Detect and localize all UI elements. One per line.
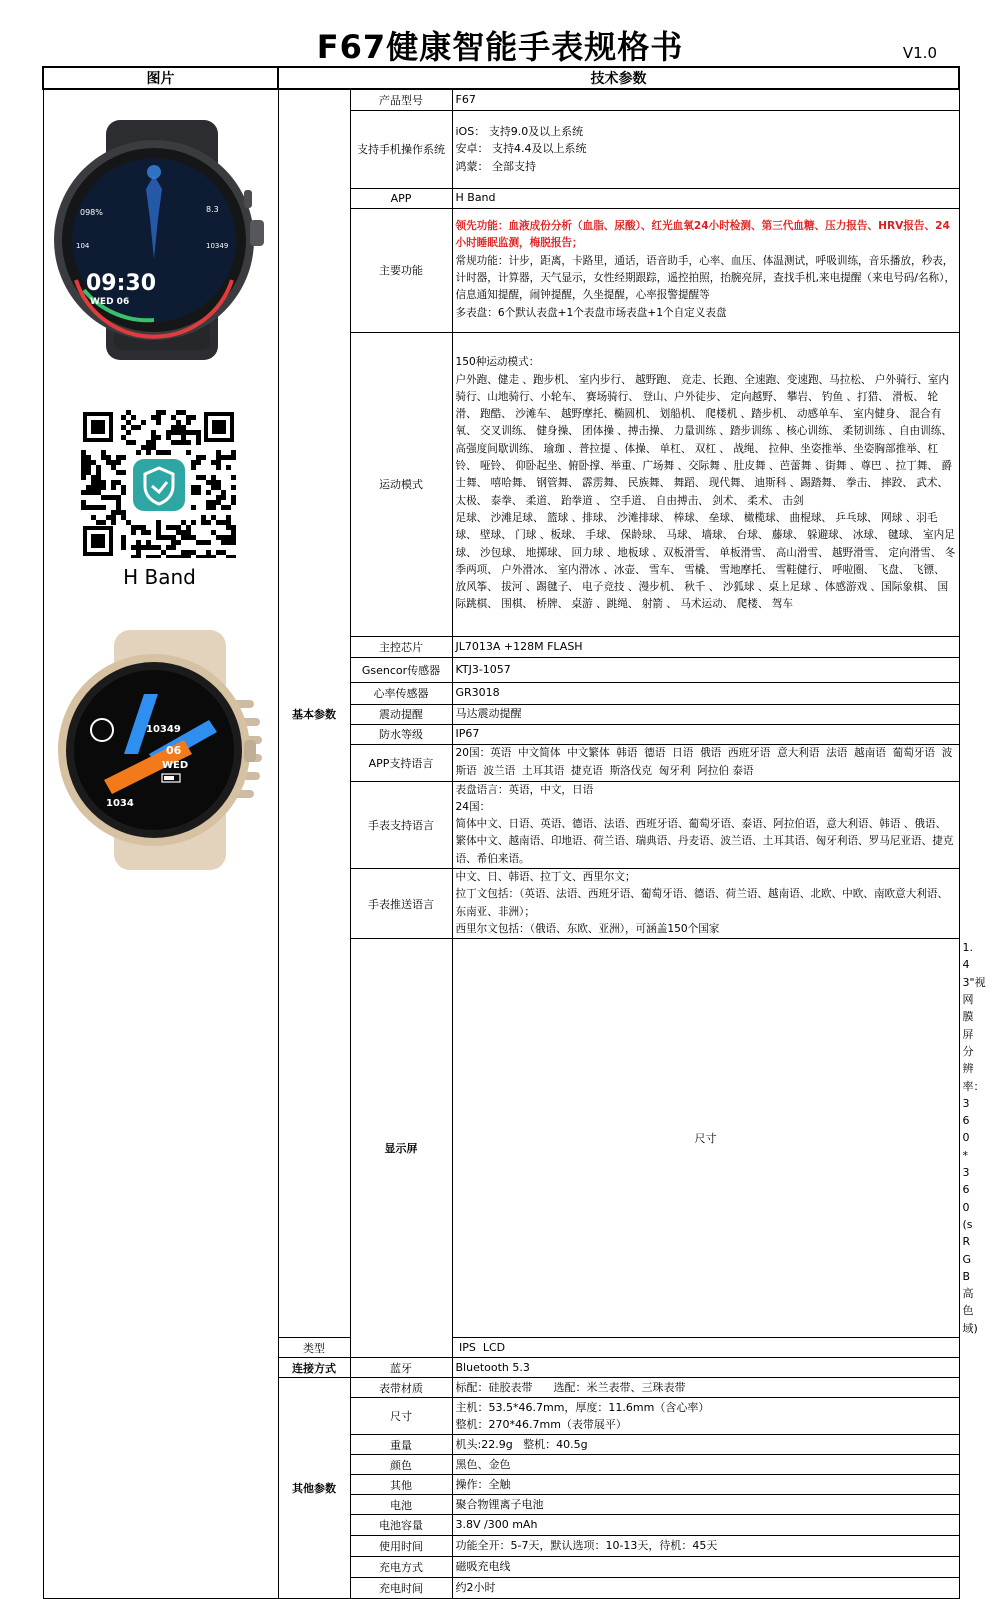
spec-label: Gsencor传感器 [350,657,452,682]
spec-value: 聚合物锂离子电池 [452,1495,959,1515]
watch1-heart: 104 [75,242,89,250]
spec-label: 蓝牙 [350,1358,452,1378]
watch1-steps: 10349 [205,242,228,250]
spec-value: 马达震动提醒 [452,704,959,724]
spec-value: GR3018 [452,682,959,704]
spec-value-functions [452,208,959,332]
spec-label: 产品型号 [350,89,452,110]
qr-app-name: H Band [123,565,196,589]
spec-label: 手表推送语言 [350,868,452,938]
spec-value: Bluetooth 5.3 [452,1358,959,1378]
document-title: F67健康智能手表规格书 [316,28,684,66]
watch1-time: 09:30 [85,271,156,296]
spec-label: 充电时间 [350,1578,452,1599]
watch2-steps: 10349 [145,724,181,735]
spec-label: 防水等级 [350,724,452,744]
spec-label: 主要功能 [350,208,452,332]
spec-label: 表带材质 [350,1378,452,1398]
spec-label: 使用时间 [350,1536,452,1557]
spec-value: 表盘语言：英语，中文，日语 24国： 简体中文、日语、英语、德语、法语、西班牙语、葡萄牙语、泰语、阿拉伯语，意大利语、韩语 、俄语、繁体中文、越南语、印地语、荷兰语、瑞典语、丹麦语、波兰语、土耳其语、匈牙利语、罗马尼亚语、捷克语、希伯来语。 [452,781,959,868]
spec-label: 颜色 [350,1455,452,1475]
spec-value: 中文、日、韩语、拉丁文、西里尔文； 拉丁文包括：（英语、法语、西班牙语、葡萄牙语、德语、荷兰语、越南语、北欧、中欧、南欧意大利语、东南亚、非洲）； 西里尔文包括：（俄语、东欧、亚洲），可涵盖150个国家 [452,868,959,938]
spec-label: 手表支持语言 [350,781,452,868]
watch2-kcal: 1034 [105,798,134,809]
spec-label: 支持手机操作系统 [350,110,452,188]
picture-header: 图片 [43,67,278,89]
tech-header: 技术参数 [278,67,959,89]
spec-label: 尺寸 [452,939,959,1338]
regular-features-text: 常规功能：计步，距离，卡路里，通话，语音助手，心率、血压、体温测试，呼吸训练，音乐播放，秒表，计时器，计算器，天气显示，女性经期跟踪，遥控拍照，抬腕亮屏，查找手机,来电提醒（来电号码/名称），信息通知提醒，闹钟提醒，久坐提醒，心率报警提醒等 多表盘：6个默认表盘+1个表盘市场表盘+1个自定义表盘 [455,254,956,319]
spec-label: 电池 [350,1495,452,1515]
spec-value: 3.8V /300 mAh [452,1515,959,1536]
spec-value: 磁吸充电线 [452,1557,959,1578]
spec-label: 重量 [350,1435,452,1455]
spec-value: 操作：全触 [452,1475,959,1495]
watch2-day: WED [161,760,188,771]
spec-value: 标配：硅胶表带 选配：米兰表带、三珠表带 [452,1378,959,1398]
spec-label: 其他 [350,1475,452,1495]
spec-value: 机头:22.9g 整机：40.5g [452,1435,959,1455]
spec-label: 震动提醒 [350,704,452,724]
spec-value: 黑色、金色 [452,1455,959,1475]
spec-label: APP支持语言 [350,744,452,781]
group-display: 显示屏 [350,939,452,1358]
leading-features-text: 领先功能：血液成份分析（血脂、尿酸）、红光血氧24小时检测、第三代血糖、压力报告、HRV报告、24小时睡眠监测，梅脱报告； [455,220,950,250]
spec-row-screen-size: 显示屏 尺寸 1.43"视网膜屏 分辨率：360*360(sRGB高色域) [43,939,959,1338]
spec-value: KTJ3-1057 [452,657,959,682]
watch1-temp: 8.3 [205,205,219,214]
spec-label: 主控芯片 [350,636,452,657]
group-connection: 连接方式 [278,1358,350,1378]
spec-label: 心率传感器 [350,682,452,704]
spec-label: 尺寸 [350,1398,452,1435]
spec-value: iOS： 支持9.0及以上系统 安卓： 支持4.4及以上系统 鸿蒙： 全部支持 [452,110,959,188]
spec-value: 约2小时 [452,1578,959,1599]
watch1-battery: 098% [79,208,103,217]
group-basic-params: 基本参数 [278,89,350,1338]
spec-value: IPS LCD [452,1338,959,1358]
spec-table [42,66,988,1599]
pictures-column [43,89,278,1599]
spec-value: 主机：53.5*46.7mm，厚度：11.6mm（含心率） 整机：270*46.7mm（表带展平） [452,1398,959,1435]
spec-row-model [43,89,959,110]
spec-label: 类型 [278,1338,350,1358]
app-qr-code[interactable] [81,410,236,558]
gold-smartwatch-image [54,630,272,870]
watch1-day: WED 06 [89,297,129,307]
spec-value: 20国：英语 中文简体 中文繁体 韩语 德语 日语 俄语 西班牙语 意大利语 法语 越南语 葡萄牙语 波斯语 波兰语 土耳其语 捷克语 斯洛伐克 匈牙利 阿拉伯 泰语 [452,744,959,781]
spec-value: IP67 [452,724,959,744]
spec-value: 150种运动模式： 户外跑、健走 、跑步机、 室内步行、 越野跑、 竞走、长跑、全速跑、变速跑、马拉松、 户外骑行、室内骑行、山地骑行、小轮车、 赛场骑行、 登山、户外徒步、 定向越野、 攀岩、 钓鱼 、打猎、 滑板、 轮滑、 跑酷、 沙滩车、 越野摩托、椭圆机、 划船机、 爬楼机 、踏步机、 动感单车、 室内健身、 混合有氧、 交叉训练、 健身操、 团体操 、搏击操、 力量训练 、踏步训练 、核心训练、 柔韧训练 、自由训练、 高强度间歇训练、 瑜珈 、普拉提 、体操、 单杠、 双杠 、 战绳、 拉伸、坐姿推举、坐姿胸部推举、杠铃、 哑铃、 仰卧起坐、俯卧撑、举重、广场舞 、交际舞 、肚皮舞 、芭蕾舞 、街舞 、尊巴 、拉丁舞、 爵士舞、 嘻哈舞、 钢管舞、 霹雳舞、 民族舞、 舞蹈、 现代舞、 迪斯科 、踢踏舞、 拳击、 摔跤、 武术、 太极、 泰拳、 柔道、 跆拳道 、 空手道、 自由搏击、 剑术、 柔术、 击剑 足球、 沙滩足球、 篮球 、排球、 沙滩排球、 棒球、 垒球、 橄榄球、 曲棍球、 乒乓球、 网球 、羽毛球、 壁球、 门球 、板球、 手球、 保龄球、 马球、 墙球、 台球、 藤球、 躲避球、 冰球、 毽球、 室内足球、 沙包球、 地掷球、 回力球 、地板球 、双板滑雪、 单板滑雪、 高山滑雪、 越野滑雪、 定向滑雪、 冬季两项、 户外滑冰、 室内滑冰 、冰壶、 雪车、 雪橇、 雪地摩托、 雪鞋健行、 呼啦圈、 飞盘、 飞镖、 放风筝、 拔河 、踢毽子、 电子竞技 、漫步机、 秋千 、 沙狐球 、桌上足球 、体感游戏 、国际象棋、 国际跳棋、 围棋、 桥牌、 桌游 、跳绳、 射箭 、 马术运动、 爬楼、 驾车 [452,332,959,636]
spec-label: 电池容量 [350,1515,452,1536]
spec-label: APP [350,188,452,208]
spec-value: F67 [452,89,959,110]
black-smartwatch-image [54,120,272,360]
spec-value: H Band [452,188,959,208]
table-header-row [43,67,959,89]
spec-value: JL7013A +128M FLASH [452,636,959,657]
spec-label: 运动模式 [350,332,452,636]
spec-value: 功能全开：5-7天，默认选项：10-13天，待机：45天 [452,1536,959,1557]
watch2-day-num: 06 [165,744,181,757]
version-label: V1.0 [902,44,937,62]
group-other-params: 其他参数 [278,1378,350,1599]
qr-code-icon [81,410,236,558]
spec-label: 充电方式 [350,1557,452,1578]
